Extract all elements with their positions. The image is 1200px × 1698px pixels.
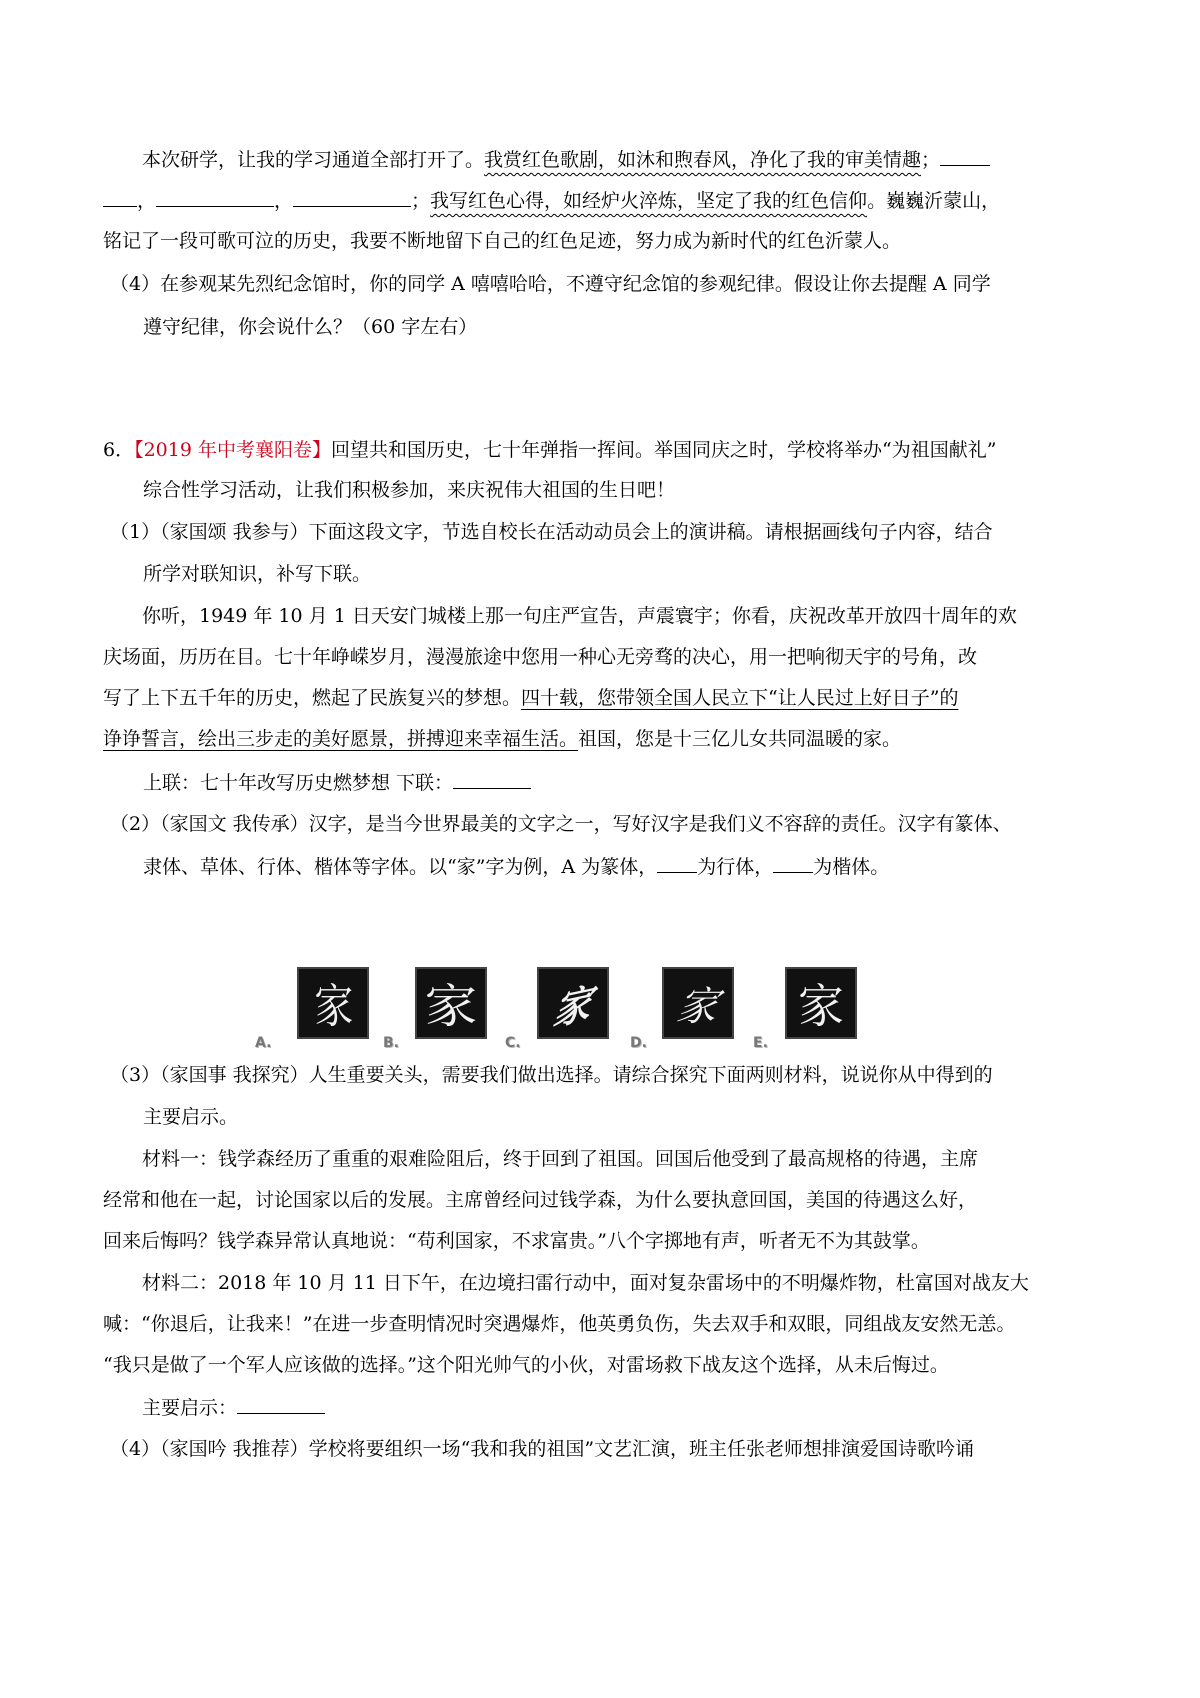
speech-text: 写了上下五千年的历史，燃起了民族复兴的梦想。 — [103, 687, 522, 709]
option-letter: D. — [630, 1035, 647, 1051]
subquestion-3-line-1: （3）（家国事 我探究）人生重要关头，需要我们做出选择。请综合探究下面两则材料，说说你从中得到的 — [110, 1064, 993, 1086]
option-e[interactable] — [753, 967, 873, 1057]
speech-text: 祖国，您是十三亿儿女共同温暖的家。 — [578, 728, 902, 750]
passage-line-2 — [103, 186, 1000, 215]
option-b[interactable] — [383, 967, 503, 1057]
material-2-line-1: 材料二：2018 年 10 月 11 日下午，在边境扫雷行动中，面对复杂雷场中的不明爆炸物，杜富国对战友大 — [142, 1272, 1029, 1294]
calligraphy-options — [255, 967, 935, 1057]
material-1-line-3: 回来后悔吗？钱学森异常认真地说：“苟利国家，不求富贵。”八个字掷地有声，听者无不为其鼓掌。 — [103, 1230, 930, 1252]
underlined-sentence: 四十载，您带领全国人民立下“让人民过上好日子”的 — [521, 687, 959, 709]
subquestion-text: 为楷体。 — [813, 856, 890, 878]
answer-blank[interactable] — [657, 852, 697, 873]
option-d[interactable] — [630, 967, 750, 1057]
wavy-underlined-sentence: 我写红色心得，如经炉火淬炼，坚定了我的红色信仰 — [430, 190, 868, 212]
cursive-script-jia-image — [537, 967, 609, 1039]
option-letter: B. — [383, 1035, 399, 1051]
subquestion-3-line-2: 主要启示。 — [143, 1106, 239, 1128]
question-4-prev-line-1: （4）在参观某先烈纪念馆时，你的同学 A 嘻嘻哈哈，不遵守纪念馆的参观纪律。假设让你去提醒 A 同学 — [110, 273, 991, 295]
couplet-text: 上联：七十年改写历史燃梦想 下联： — [143, 772, 454, 794]
material-2-line-3: “我只是做了一个军人应该做的选择。”这个阳光帅气的小伙，对雷场救下战友这个选择，从未后悔过。 — [103, 1354, 949, 1376]
glyph-char: 家 — [424, 979, 478, 1033]
punctuation: ， — [137, 190, 157, 212]
passage-text: 本次研学，让我的学习通道全部打开了。 — [142, 149, 485, 171]
punctuation: ， — [274, 190, 294, 212]
punctuation: ； — [411, 190, 431, 212]
couplet-answer-blank[interactable] — [453, 768, 531, 789]
glyph-char: 家 — [673, 983, 722, 1030]
speech-line-4 — [103, 725, 901, 753]
option-letter: C. — [505, 1035, 521, 1051]
passage-text: 。巍巍沂蒙山， — [867, 190, 1001, 212]
answer-blank[interactable] — [237, 1393, 325, 1414]
running-script-jia-image — [662, 967, 734, 1039]
option-letter: A. — [255, 1035, 272, 1051]
glyph-char: 家 — [798, 979, 844, 1033]
speech-line-1: 你听，1949 年 10 月 1 日天安门城楼上那一句庄严宣告，声震寰宇；你看，庆祝改革开放四十周年的欢 — [142, 605, 1017, 627]
main-inspiration-line — [142, 1393, 325, 1422]
answer-blank[interactable] — [773, 852, 813, 873]
speech-line-3 — [103, 684, 958, 712]
material-2-line-2: 喊：“你退后，让我来！”在进一步查明情况时突遇爆炸，他英勇负伤，失去双手和双眼，同组战友安然无恙。 — [103, 1313, 1016, 1335]
question-source: 【2019 年中考襄阳卷】 — [134, 439, 331, 461]
subquestion-4-line-1: （4）（家国吟 我推荐）学校将要组织一场“我和我的祖国”文艺汇演，班主任张老师想排演爱国诗歌吟诵 — [110, 1438, 975, 1460]
question-6-intro-line-1 — [103, 436, 996, 464]
subquestion-text: 隶体、草体、行体、楷体等字体。以“家”字为例，A 为篆体， — [143, 856, 658, 878]
seal-script-jia-image — [297, 967, 369, 1039]
clerical-script-jia-image — [415, 967, 487, 1039]
passage-line-3: 铭记了一段可歌可泣的历史，我要不断地留下自己的红色足迹，努力成为新时代的红色沂蒙人。 — [103, 230, 902, 252]
option-a[interactable] — [255, 967, 375, 1057]
subquestion-2-line-1: （2）（家国文 我传承）汉字，是当今世界最美的文字之一，写好汉字是我们义不容辞的责任。汉字有篆体、 — [110, 813, 1012, 835]
answer-label: 主要启示： — [142, 1397, 238, 1419]
answer-blank[interactable] — [156, 186, 274, 207]
passage-line-1 — [142, 145, 990, 174]
subquestion-text: 为行体， — [697, 856, 774, 878]
subquestion-1-line-1: （1）（家国颂 我参与）下面这段文字，节选自校长在活动动员会上的演讲稿。请根据画线句子内容，结合 — [110, 521, 993, 543]
speech-line-2: 庆场面，历历在目。七十年峥嵘岁月，漫漫旅途中您用一种心无旁骛的决心，用一把响彻天宇的号角，改 — [103, 646, 978, 668]
question-4-prev-line-2: 遵守纪律，你会说什么？（60 字左右） — [143, 316, 478, 338]
wavy-underlined-sentence: 我赏红色歌剧，如沐和煦春风，净化了我的审美情趣 — [484, 149, 922, 171]
option-letter: E. — [753, 1035, 768, 1051]
question-6-intro-line-2: 综合性学习活动，让我们积极参加，来庆祝伟大祖国的生日吧！ — [143, 479, 676, 501]
answer-blank[interactable] — [940, 145, 990, 166]
answer-blank[interactable] — [103, 186, 137, 207]
question-number: 6． — [103, 439, 135, 461]
glyph-char: 家 — [314, 979, 352, 1033]
underlined-sentence: 诤诤誓言，绘出三步走的美好愿景，拼搏迎来幸福生活。 — [103, 728, 579, 750]
question-intro: 回望共和国历史，七十年弹指一挥间。举国同庆之时，学校将举办“为祖国献礼” — [331, 439, 997, 461]
answer-blank[interactable] — [293, 186, 411, 207]
couplet-line — [143, 768, 531, 797]
glyph-char: 家 — [550, 978, 595, 1034]
material-1-line-2: 经常和他在一起，讨论国家以后的发展。主席曾经问过钱学森，为什么要执意回国，美国的待遇这么好， — [103, 1189, 978, 1211]
subquestion-1-line-2: 所学对联知识，补写下联。 — [143, 563, 372, 585]
punctuation: ； — [921, 149, 941, 171]
subquestion-2-line-2 — [143, 852, 889, 881]
material-1-line-1: 材料一：钱学森经历了重重的艰难险阻后，终于回到了祖国。回国后他受到了最高规格的待遇，主席 — [142, 1148, 979, 1170]
option-c[interactable] — [505, 967, 625, 1057]
regular-script-jia-image — [785, 967, 857, 1039]
